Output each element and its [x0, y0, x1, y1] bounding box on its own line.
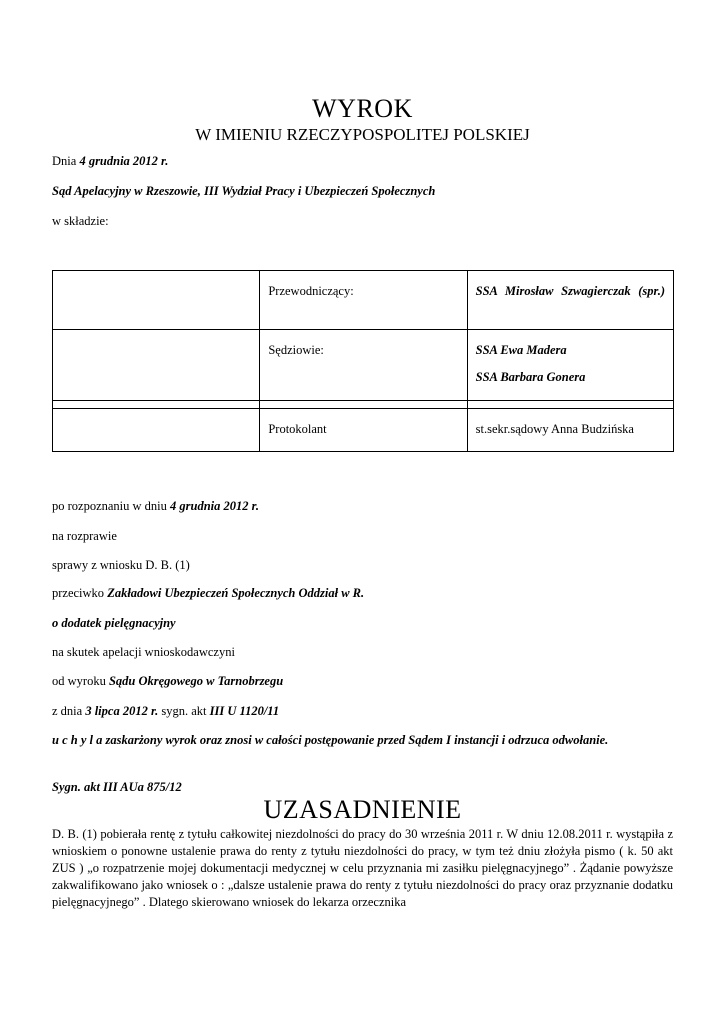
- defendant: Zakładowi Ubezpieczeń Społecznych Oddział w R.: [107, 586, 365, 600]
- judges-label: Sędziowie:: [268, 343, 324, 357]
- table-row: [53, 401, 674, 409]
- against-line: [52, 585, 364, 601]
- presiding-judge: SSA Mirosław Szwagierczak (spr.): [475, 284, 665, 298]
- lower-court-line: [52, 673, 283, 689]
- clerk-name: st.sekr.sądowy Anna Budzińska: [475, 422, 634, 436]
- court-panel-table: [52, 270, 674, 452]
- table-cell-empty: [53, 330, 260, 401]
- from-prefix: od wyroku: [52, 674, 109, 688]
- table-cell-empty: [53, 409, 260, 452]
- case-number: Sygn. akt III AUa 875/12: [52, 780, 182, 794]
- table-cell: [260, 409, 467, 452]
- justification-text: D. B. (1) pobierała rentę z tytułu całkowitej niezdolności do pracy do 30 września 2011 r. W dniu 12.08.2011 r. wystąpiła z wnioskiem o ponowne ustalenie prawa do renty z tytułu niezdolności do pracy, w tym też dniu złożyła pismo ( k. 50 akt ZUS ) „o rozpatrzenie mojej dokumentacji medycznej w celu przyznania mi zasiłku pielęgnacyjnego” . Żądanie powyższe zakwalifikowano jako wniosek o : „dalsze ustalenie prawa do renty z tytułu niezdolności do pracy oraz przyznanie dodatku pielęgnacyjnego” . Dlatego skierowano wniosek do lekarza orzecznika: [52, 827, 673, 909]
- heard-date-line: [52, 498, 259, 514]
- judge-1: SSA Ewa Madera: [475, 343, 567, 357]
- lower-case-signature: III U 1120/11: [209, 704, 280, 718]
- table-cell-empty: [53, 271, 260, 330]
- composition-label: w składzie:: [52, 214, 109, 228]
- case-of-line: sprawy z wniosku D. B. (1): [52, 558, 190, 572]
- clerk-label: Protokolant: [268, 422, 327, 436]
- table-cell: [260, 330, 467, 401]
- table-cell: [467, 271, 673, 330]
- judge-2: SSA Barbara Gonera: [475, 370, 586, 384]
- justification-heading: UZASADNIENIE: [263, 795, 462, 824]
- document-subtitle: W IMIENIU RZECZYPOSPOLITEJ POLSKIEJ: [195, 125, 530, 144]
- signature-prefix: sygn. akt: [158, 704, 210, 718]
- heard-prefix: po rozpoznaniu w dniu: [52, 499, 171, 513]
- table-cell: [467, 409, 673, 452]
- hearing-line: na rozprawie: [52, 529, 117, 543]
- dated-prefix: z dnia: [52, 704, 86, 718]
- table-row: [53, 271, 674, 330]
- appeal-line: na skutek apelacji wnioskodawczyni: [52, 645, 235, 659]
- table-cell: [467, 330, 673, 401]
- heard-date: 4 grudnia 2012 r.: [170, 499, 259, 513]
- table-row: [53, 409, 674, 452]
- table-cell-empty: [53, 401, 260, 409]
- lower-judgment-date: 3 lipca 2012 r.: [85, 704, 159, 718]
- document-title: WYROK: [312, 94, 413, 123]
- judgment-date-line: [52, 153, 168, 169]
- table-cell-empty: [467, 401, 673, 409]
- against-prefix: przeciwko: [52, 586, 108, 600]
- date-prefix: Dnia: [52, 154, 80, 168]
- ruling-text: u c h y l a zaskarżony wyrok oraz znosi w całości postępowanie przed Sądem I instancji i odrzuca odwołanie.: [52, 733, 609, 747]
- presiding-label: Przewodniczący:: [268, 284, 354, 298]
- judgment-date: 4 grudnia 2012 r.: [79, 154, 169, 168]
- table-cell: [260, 271, 467, 330]
- table-row: [53, 330, 674, 401]
- table-cell-empty: [260, 401, 467, 409]
- lower-judgment-line: [52, 703, 279, 719]
- court-name: Sąd Apelacyjny w Rzeszowie, III Wydział Pracy i Ubezpieczeń Społecznych: [52, 184, 436, 198]
- subject-line: o dodatek pielęgnacyjny: [52, 616, 176, 630]
- lower-court: Sądu Okręgowego w Tarnobrzegu: [108, 674, 284, 688]
